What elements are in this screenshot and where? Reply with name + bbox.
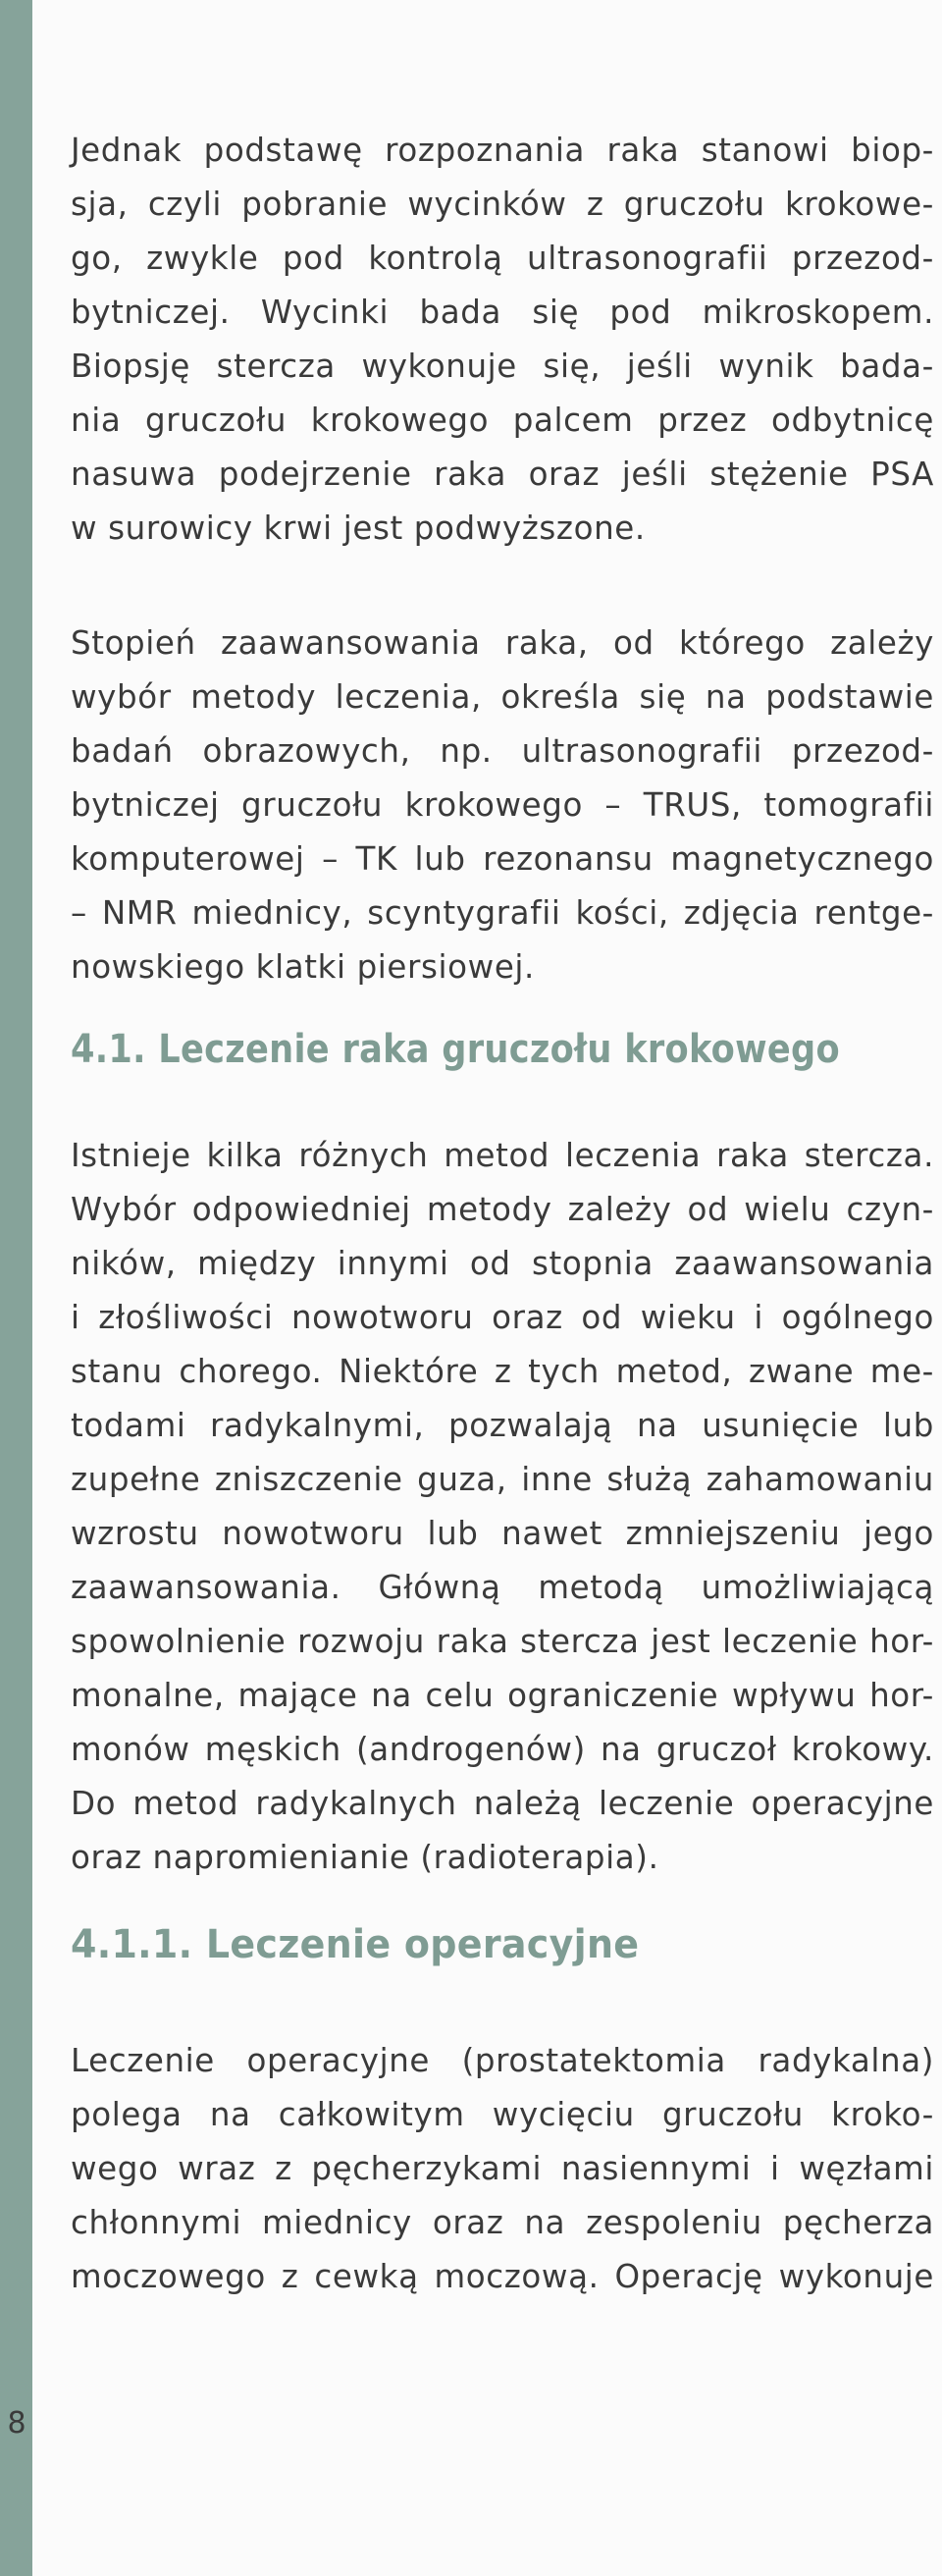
text-line: oraz napromienianie (radioterapia).: [71, 1839, 659, 1876]
text-line: wego wraz z pęcherzykami nasiennymi i węzłami: [71, 2150, 934, 2187]
section-heading-surgery: 4.1.1. Leczenie operacyjne: [71, 1922, 640, 1967]
heading-gap: [71, 1885, 934, 1917]
text-line: Leczenie operacyjne (prostatektomia radykalna): [71, 2042, 934, 2079]
text-line: ników, między innymi od stopnia zaawansowania: [71, 1245, 934, 1282]
text-line: Do metod radykalnych należą leczenie operacyjne: [71, 1785, 934, 1822]
text-line: – NMR miednicy, scyntygrafii kości, zdjęcia rentge-: [71, 894, 934, 932]
text-line: moczowego z cewką moczową. Operację wykonuje: [71, 2258, 934, 2295]
text-line: stanu chorego. Niektóre z tych metod, zwane me-: [71, 1353, 934, 1390]
paragraph-treatment-methods: [71, 1129, 934, 1885]
text-line: monów męskich (androgenów) na gruczoł krokowy.: [71, 1731, 934, 1768]
text-line: Wybór odpowiedniej metody zależy od wielu czyn-: [71, 1191, 934, 1228]
text-line: Stopień zaawansowania raka, od którego zależy: [71, 624, 934, 662]
heading-gap: [71, 994, 934, 1022]
heading-gap: [71, 1972, 934, 2034]
text-line: monalne, mające na celu ograniczenie wpływu hor-: [71, 1677, 934, 1714]
text-line: todami radykalnymi, pozwalają na usunięcie lub: [71, 1407, 934, 1444]
text-line: chłonnymi miednicy oraz na zespoleniu pęcherza: [71, 2204, 934, 2241]
text-line: nowskiego klatki piersiowej.: [71, 948, 535, 986]
text-line: wybór metody leczenia, określa się na podstawie: [71, 678, 934, 716]
text-line: komputerowej – TK lub rezonansu magnetycznego: [71, 840, 934, 878]
text-line: sja, czyli pobranie wycinków z gruczołu krokowe-: [71, 186, 934, 223]
text-line: zaawansowania. Główną metodą umożliwiającą: [71, 1569, 934, 1606]
text-line: nasuwa podejrzenie raka oraz jeśli stężenie PSA: [71, 456, 934, 493]
side-color-bar: [0, 0, 32, 2576]
heading-gap: [71, 1077, 934, 1129]
paragraph-biopsy: [71, 124, 934, 556]
text-line: bytniczej. Wycinki bada się pod mikroskopem.: [71, 294, 934, 331]
text-line: polega na całkowitym wycięciu gruczołu kroko-: [71, 2096, 934, 2133]
text-line: i złośliwości nowotworu oraz od wieku i ogólnego: [71, 1299, 934, 1336]
text-line: go, zwykle pod kontrolą ultrasonografii przezod-: [71, 240, 934, 277]
page-number: 8: [7, 2406, 26, 2441]
section-heading-treatment: 4.1. Leczenie raka gruczołu krokowego: [71, 1027, 840, 1072]
document-content: [71, 124, 934, 2304]
paragraph-gap: [71, 556, 934, 617]
paragraph-staging: [71, 617, 934, 994]
text-line: wzrostu nowotworu lub nawet zmniejszeniu jego: [71, 1515, 934, 1552]
text-line: w surowicy krwi jest podwyższone.: [71, 510, 646, 547]
text-line: nia gruczołu krokowego palcem przez odbytnicę: [71, 402, 934, 439]
text-line: bytniczej gruczołu krokowego – TRUS, tomografii: [71, 786, 934, 824]
text-line: spowolnienie rozwoju raka stercza jest leczenie hor-: [71, 1623, 934, 1660]
text-line: badań obrazowych, np. ultrasonografii przezod-: [71, 732, 934, 770]
text-line: Biopsję stercza wykonuje się, jeśli wynik bada-: [71, 348, 934, 385]
paragraph-surgery: [71, 2034, 934, 2304]
text-line: Istnieje kilka różnych metod leczenia raka stercza.: [71, 1137, 934, 1174]
text-line: zupełne zniszczenie guza, inne służą zahamowaniu: [71, 1461, 934, 1498]
text-line: Jednak podstawę rozpoznania raka stanowi biop-: [71, 132, 934, 169]
